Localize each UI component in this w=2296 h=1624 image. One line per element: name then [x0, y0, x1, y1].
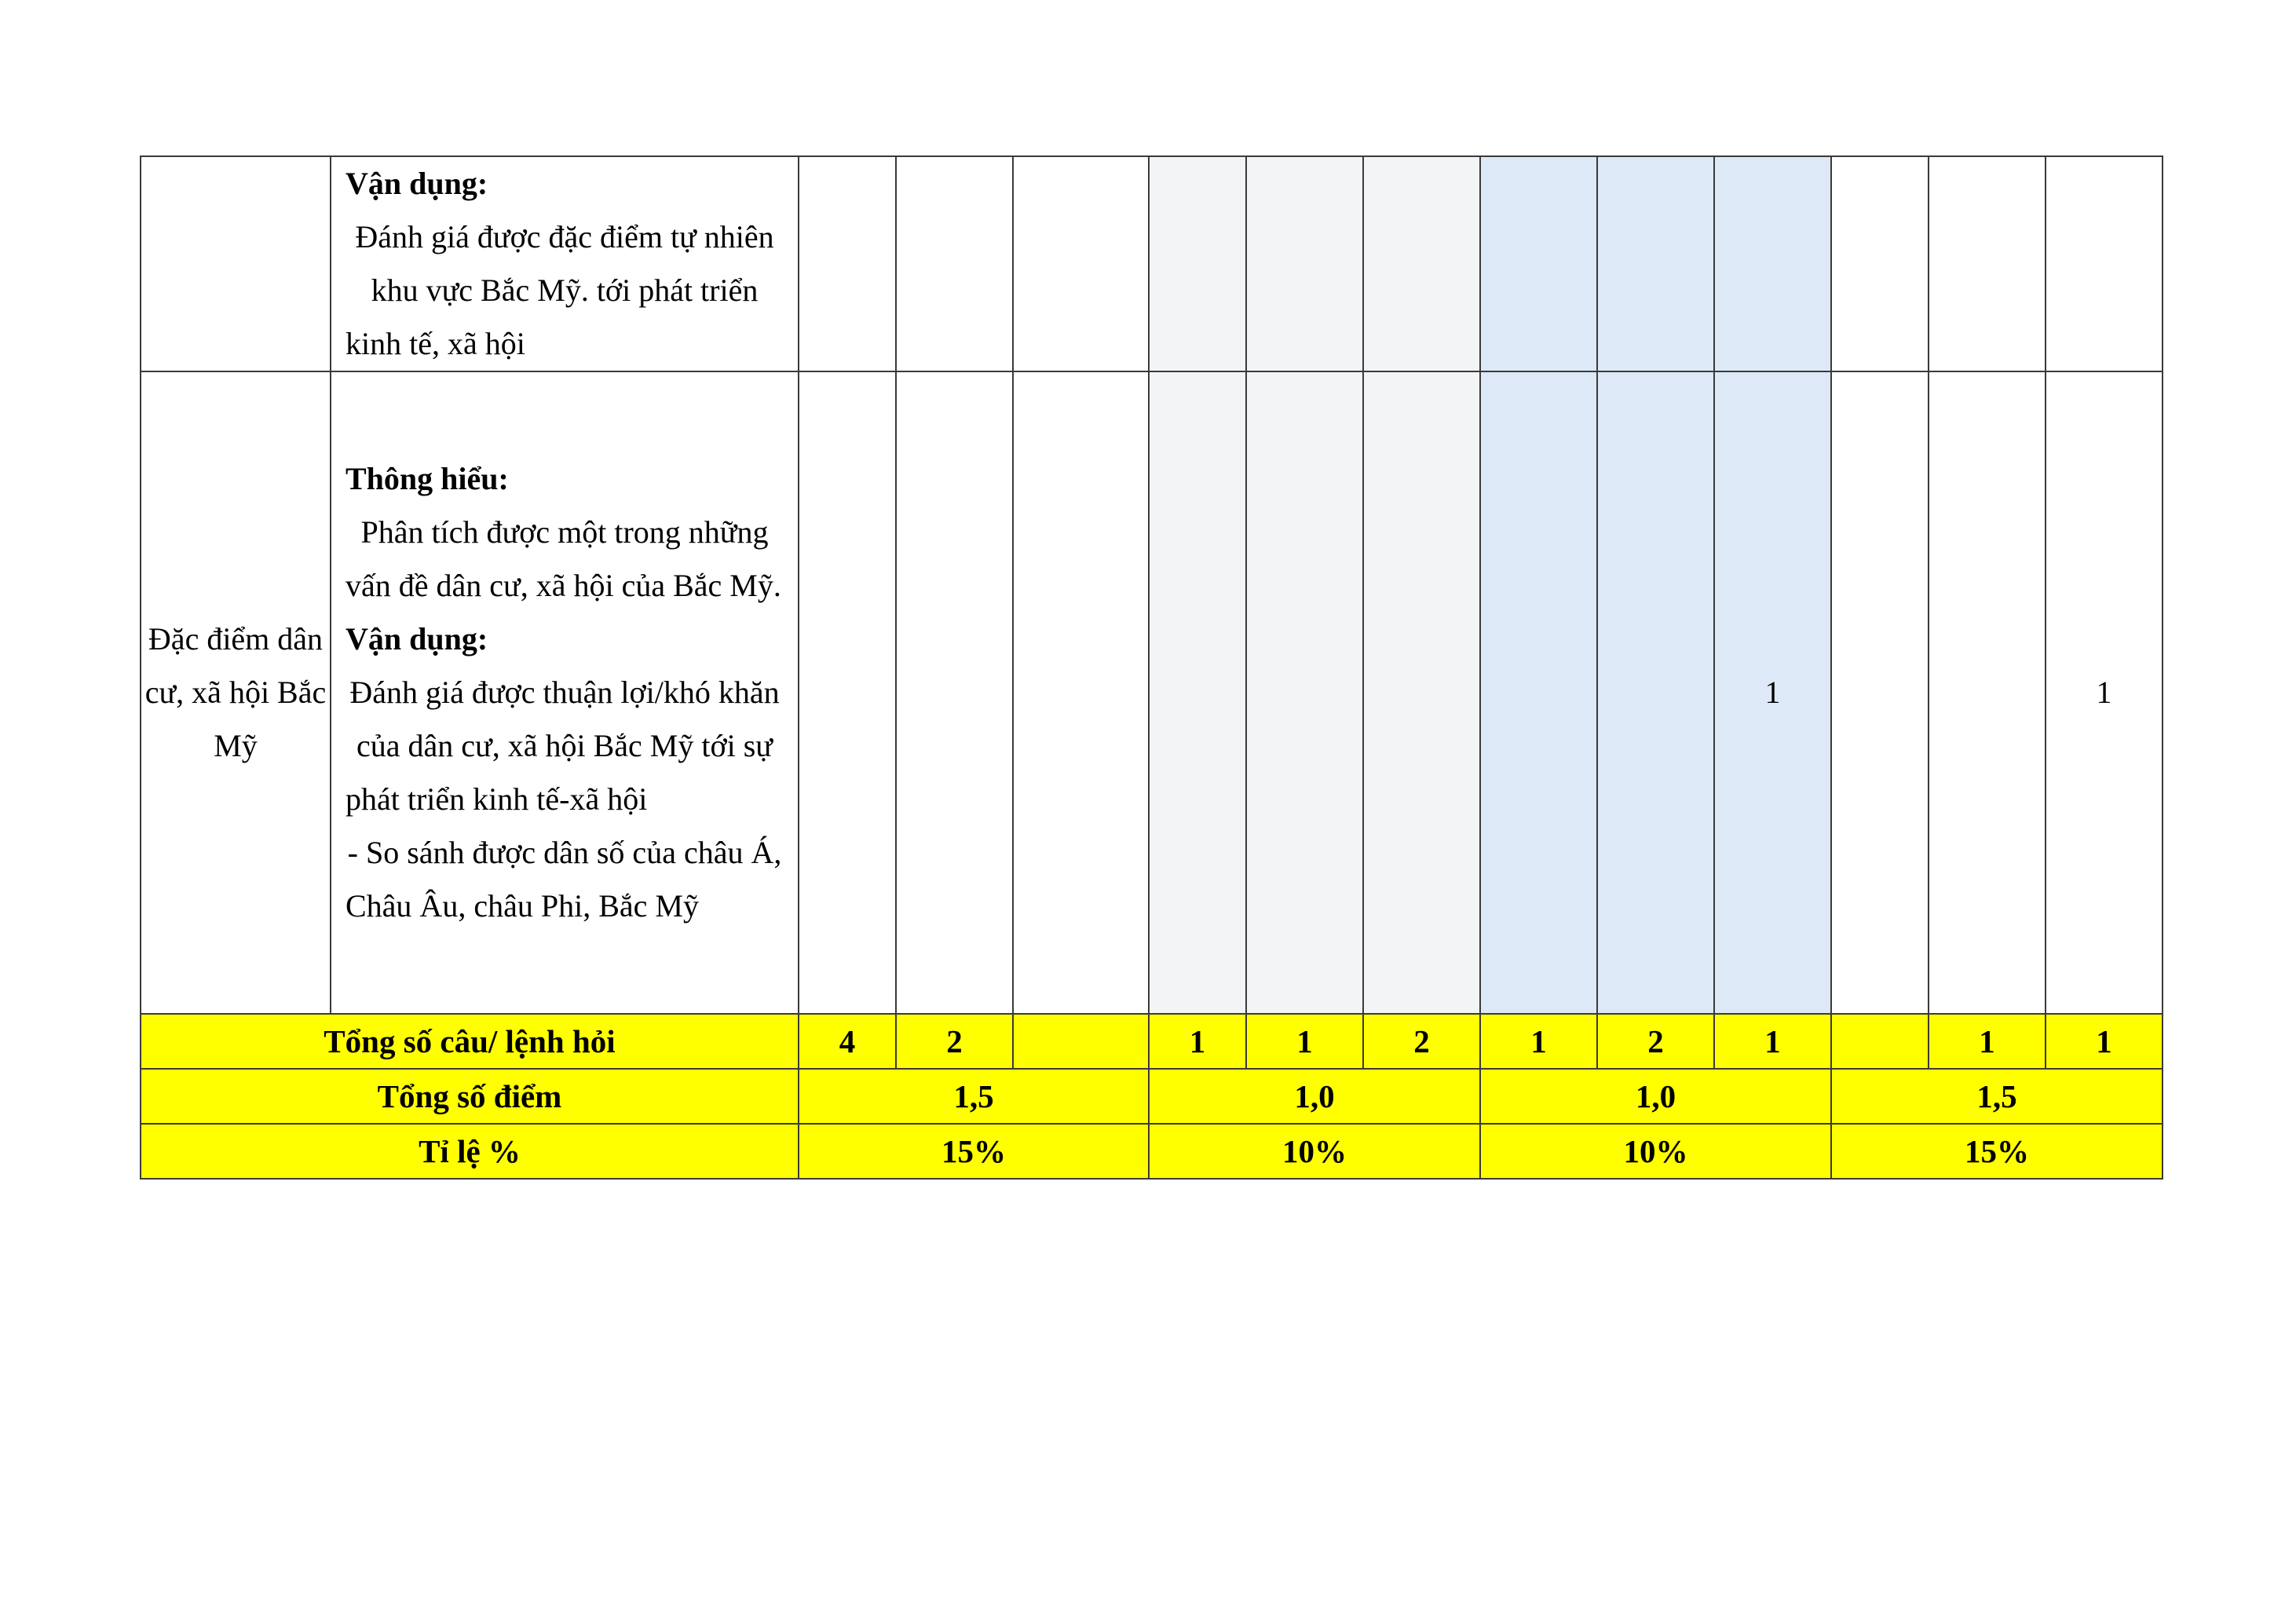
- count-cell: [1597, 371, 1714, 1014]
- total-points-row: [141, 1069, 2163, 1124]
- ratio-cell: 15%: [1831, 1124, 2163, 1179]
- content-text: Đánh giá được thuận lợi/khó khăn của dân cư, xã hội Bắc Mỹ tới sự phát triển kinh tế-xã hội: [345, 675, 780, 817]
- content-text: - So sánh được dân số của châu Á, Châu Âu, châu Phi, Bắc Mỹ: [345, 835, 782, 924]
- total-question-cell: 2: [1363, 1014, 1480, 1069]
- total-points-cell: 1,5: [799, 1069, 1149, 1124]
- total-question-cell: [1013, 1014, 1149, 1069]
- count-cell: [1363, 156, 1480, 371]
- total-questions-row: [141, 1014, 2163, 1069]
- table-row: [141, 371, 2163, 1014]
- total-question-cell: 1: [1714, 1014, 1831, 1069]
- level-label: Thông hiểu:: [345, 461, 509, 496]
- count-cell: [1363, 371, 1480, 1014]
- table-row: [141, 156, 2163, 371]
- count-cell: [799, 371, 896, 1014]
- content-text: Đánh giá được đặc điểm tự nhiên khu vực Bắc Mỹ. tới phát triển kinh tế, xã hội: [345, 219, 774, 361]
- count-cell: [1246, 156, 1363, 371]
- topic-cell: Đặc điểm dân cư, xã hội Bắc Mỹ: [141, 371, 331, 1014]
- count-cell: [896, 371, 1013, 1014]
- total-question-cell: 1: [2046, 1014, 2163, 1069]
- total-points-cell: 1,5: [1831, 1069, 2163, 1124]
- count-cell: [1597, 156, 1714, 371]
- assessment-matrix-table: [140, 155, 2163, 1180]
- total-question-cell: 2: [1597, 1014, 1714, 1069]
- content-cell: [331, 371, 799, 1014]
- count-cell: [1929, 156, 2046, 371]
- content-text: Phân tích được một trong những vấn đề dân cư, xã hội của Bắc Mỹ.: [345, 514, 781, 603]
- level-label: Vận dụng:: [345, 166, 488, 201]
- count-cell: [896, 156, 1013, 371]
- count-cell: [1013, 371, 1149, 1014]
- count-cell: [1831, 156, 1929, 371]
- total-question-cell: 1: [1246, 1014, 1363, 1069]
- count-cell: [1149, 371, 1246, 1014]
- count-cell: [1480, 156, 1597, 371]
- total-question-cell: 2: [896, 1014, 1013, 1069]
- count-cell: [799, 156, 896, 371]
- ratio-label: Tỉ lệ %: [141, 1124, 799, 1179]
- count-cell: [1149, 156, 1246, 371]
- count-cell: [1246, 371, 1363, 1014]
- ratio-cell: 15%: [799, 1124, 1149, 1179]
- count-cell: [1714, 156, 1831, 371]
- level-label: Vận dụng:: [345, 621, 488, 657]
- count-cell: 1: [1714, 371, 1831, 1014]
- total-points-label: Tổng số điểm: [141, 1069, 799, 1124]
- total-question-cell: 1: [1480, 1014, 1597, 1069]
- count-cell: 1: [2046, 371, 2163, 1014]
- ratio-cell: 10%: [1149, 1124, 1480, 1179]
- ratio-row: [141, 1124, 2163, 1179]
- total-question-cell: 4: [799, 1014, 896, 1069]
- total-question-cell: 1: [1149, 1014, 1246, 1069]
- count-cell: [2046, 156, 2163, 371]
- total-question-cell: [1831, 1014, 1929, 1069]
- count-cell: [1929, 371, 2046, 1014]
- count-cell: [1480, 371, 1597, 1014]
- count-cell: [1013, 156, 1149, 371]
- content-cell: [331, 156, 799, 371]
- count-cell: [1831, 371, 1929, 1014]
- ratio-cell: 10%: [1480, 1124, 1831, 1179]
- topic-cell: [141, 156, 331, 371]
- total-points-cell: 1,0: [1149, 1069, 1480, 1124]
- total-questions-label: Tổng số câu/ lệnh hỏi: [141, 1014, 799, 1069]
- total-points-cell: 1,0: [1480, 1069, 1831, 1124]
- total-question-cell: 1: [1929, 1014, 2046, 1069]
